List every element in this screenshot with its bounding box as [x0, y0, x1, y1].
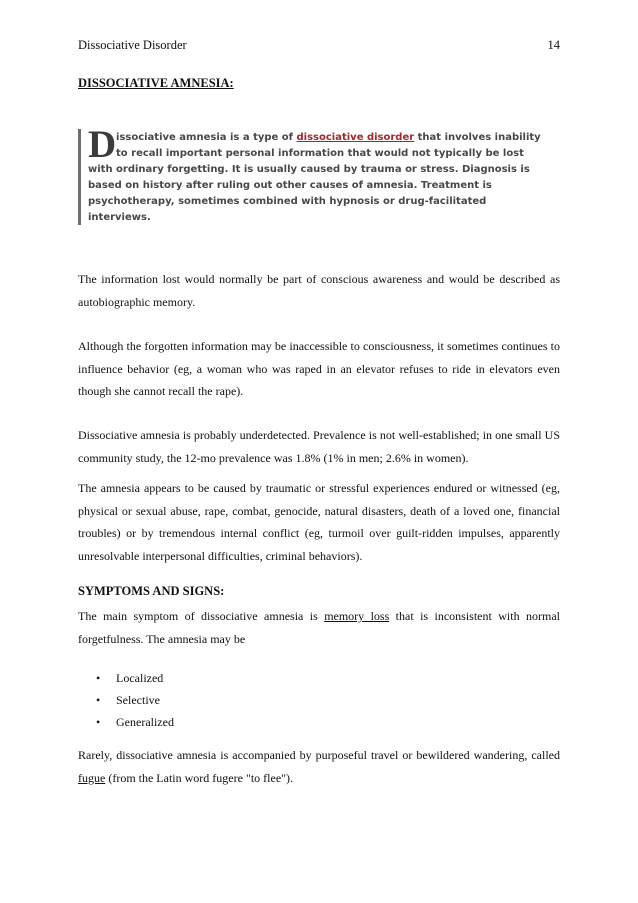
definition-callout	[78, 123, 541, 225]
paragraph: Although the forgotten information may be inaccessible to consciousness, it sometimes continues to influence behavior (eg, a woman who was raped in an elevator refuses to ride in elevators even though she cannot recall the rape).	[78, 339, 560, 398]
amnesia-types-list	[96, 667, 174, 733]
list-item: • Selective	[96, 689, 174, 711]
list-item: • Generalized	[96, 711, 174, 733]
callout-line: interviews.	[88, 212, 151, 223]
header-title: Dissociative Disorder	[78, 38, 187, 52]
callout-line1-post: that involves inability	[414, 132, 541, 143]
callout-line	[88, 130, 541, 146]
section-title: DISSOCIATIVE AMNESIA:	[78, 76, 234, 90]
callout-line: to recall important personal information that would not typically be lost	[116, 148, 524, 159]
paragraph	[78, 744, 560, 789]
memory-loss-link[interactable]: memory loss	[324, 609, 390, 623]
callout-dropcap: D	[88, 123, 117, 166]
callout-text	[88, 130, 541, 226]
callout-line: psychotherapy, sometimes combined with hypnosis or drug-facilitated	[88, 196, 487, 207]
p6-pre: Rarely, dissociative amnesia is accompanied by purposeful travel or bewildered wandering, called	[78, 748, 560, 762]
page-number: 14	[547, 38, 560, 52]
paragraph: Dissociative amnesia is probably underdetected. Prevalence is not well-established; in one small US community study, the 12-mo prevalence was 1.8% (1% in men; 2.6% in women).	[78, 428, 560, 465]
p5-pre: The main symptom of dissociative amnesia is	[78, 609, 325, 623]
p6-post: (from the Latin word fugere "to flee").	[105, 770, 294, 785]
p5-post: that is inconsistent with normal forgetfulness. The amnesia may be	[78, 609, 560, 646]
paragraph: The information lost would normally be part of conscious awareness and would be described as autobiographic memory.	[78, 272, 560, 309]
paragraph: The amnesia appears to be caused by traumatic or stressful experiences endured or witnessed (eg, physical or sexual abuse, rape, combat, genocide, natural disasters, death of a loved one, financial troubles) or by tremendous internal conflict (eg, turmoil over guilt-ridden impulses, apparently unresolvable interpersonal difficulties, criminal behaviors).	[78, 481, 560, 563]
callout-accent-bar	[78, 129, 81, 225]
fugue-link[interactable]: fugue	[78, 770, 106, 785]
dissociative-disorder-link[interactable]: dissociative disorder	[296, 132, 415, 143]
callout-line: based on history after ruling out other causes of amnesia. Treatment is	[88, 180, 492, 191]
list-item: • Localized	[96, 667, 174, 689]
paragraph	[78, 605, 560, 650]
callout-line: with ordinary forgetting. It is usually caused by trauma or stress. Diagnosis is	[88, 164, 530, 175]
callout-line1-pre: issociative amnesia is a type of	[116, 132, 297, 143]
symptoms-heading: SYMPTOMS AND SIGNS:	[78, 584, 225, 598]
